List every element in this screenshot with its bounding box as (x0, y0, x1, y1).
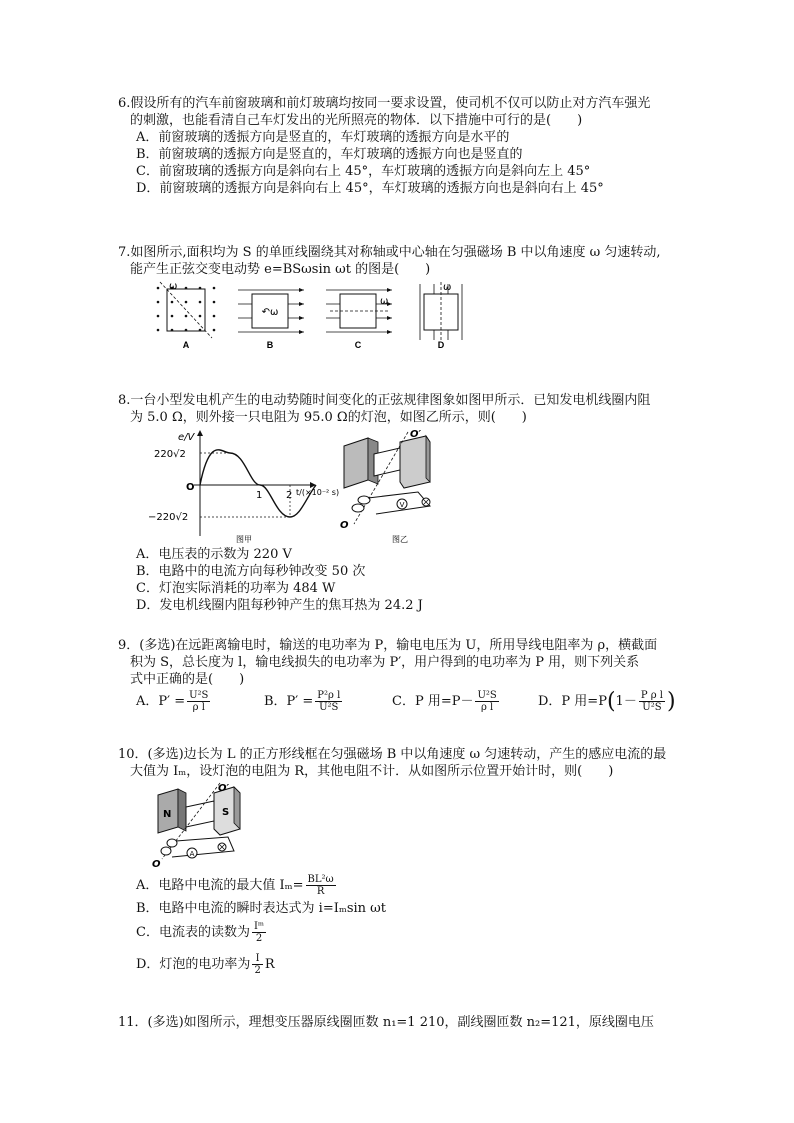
emf-time-graph (148, 428, 340, 546)
question-8 (118, 392, 708, 426)
question-8-options (118, 546, 708, 614)
question-6-option-c: C．前窗玻璃的透振方向是斜向右上 45°，车灯玻璃的透振方向是斜向左上 45° (136, 164, 591, 179)
question-10-option-a: A．电路中电流的最大值 Iₘ= $\frac{\text{BL²ω}}{R}$ (136, 874, 334, 897)
question-9-option-a: A．P′ = $\frac{\text{U²S}}{\text{ρ l}}$ (136, 690, 209, 713)
magnet-s-label: S (222, 807, 230, 818)
question-7-stem-line1: 7.如图所示,面积均为 S 的单匝线圈绕其对称轴或中心轴在匀强磁场 B 中以角速度 ω 匀速转动, (118, 245, 661, 260)
figure-7a-label: A (182, 340, 190, 350)
graph-y-min: −220√2 (148, 512, 189, 523)
question-9 (118, 637, 708, 713)
graph-x-label: t/(×10⁻² s) (296, 488, 340, 497)
omega-label-a: ω (169, 281, 178, 292)
question-10-option-d: D．灯泡的电功率为 $\frac{I}{2}$ R (136, 953, 275, 976)
question-10 (118, 746, 708, 780)
figure-7b-label: B (266, 340, 274, 350)
question-9-options (118, 690, 708, 713)
graph-y-max: 220√2 (154, 449, 186, 460)
rotating-frame-figure (148, 781, 248, 869)
omega-label-d: ω (443, 282, 452, 293)
question-9-stem-line2: 积为 S，总长度为 l，输电线损失的电功率为 P′，用户得到的电功率为 P 用，则下列关系 (130, 655, 640, 670)
axis-o: O (340, 520, 349, 531)
question-6-option-b: B．前窗玻璃的透振方向是竖直的，车灯玻璃的透振方向也是竖直的 (136, 147, 523, 162)
question-9-stem-line1: 9．(多选)在远距离输电时，输送的电功率为 P，输电电压为 U，所用导线电阻率为 ρ，横截面 (118, 638, 658, 653)
question-10-stem-line2: 大值为 Iₘ，设灯泡的电阻为 R，其他电阻不计．从如图所示位置开始计时，则( ) (130, 764, 614, 779)
figure-7b (238, 288, 304, 350)
question-8-option-a: A．电压表的示数为 220 V (136, 547, 292, 562)
question-10-option-c: C．电流表的读数为 $\frac{\text{Iᵐ}}{2}$ (136, 921, 265, 944)
question-9-option-c: C．P 用=P－ $\frac{\text{U²S}}{\text{ρ l}}$ (392, 690, 497, 713)
voltmeter-label: V (399, 501, 405, 509)
figure-7c-label: C (354, 340, 362, 350)
question-6 (118, 95, 708, 197)
question-6-stem-line1: 6.假设所有的汽车前窗玻璃和前灯玻璃均按同一要求设置，使司机不仅可以防止对方汽车强光 (118, 96, 651, 111)
question-8-stem-line2: 为 5.0 Ω，则外接一只电阻为 95.0 Ω的灯泡，如图乙所示，则( ) (130, 410, 527, 425)
graph-y-label: e/V (178, 432, 195, 443)
question-6-option-a: A．前窗玻璃的透振方向是竖直的，车灯玻璃的透振方向是水平的 (136, 130, 510, 145)
question-11-stem-line1: 11．(多选)如图所示，理想变压器原线圈匝数 n₁=1 210，副线圈匝数 n₂=121，原线圈电压 (118, 1015, 654, 1030)
frame-axis-o: O (152, 859, 161, 870)
question-10-stem-line1: 10．(多选)边长为 L 的正方形线框在匀强磁场 B 中以角速度 ω 匀速转动，产生的感应电流的最 (118, 747, 667, 762)
omega-label-b: ↶ω (261, 307, 279, 318)
question-8-option-b: B．电路中的电流方向每秒钟改变 50 次 (136, 564, 366, 579)
question-9-stem-line3: 式中正确的是( ) (130, 672, 245, 687)
omega-label-c: ω (380, 296, 389, 307)
question-7 (118, 244, 708, 278)
sine-curve (200, 450, 316, 517)
figure-7a (157, 281, 216, 350)
question-9-option-b: B．P′ = $\frac{\text{P²ρ l}}{\text{U²S}}$ (264, 690, 341, 713)
question-7-figures (150, 280, 470, 352)
graph-tick-1: 1 (256, 490, 263, 501)
question-11 (118, 1014, 708, 1031)
question-10-option-b: B．电路中电流的瞬时表达式为 i=Iₘsin ωt (136, 901, 387, 916)
figure-7d (420, 282, 462, 350)
graph-tick-2: 2 (286, 490, 293, 501)
figure-7d-label: D (437, 340, 445, 350)
graph-caption: 图甲 (236, 535, 252, 544)
ammeter-label: A (189, 850, 195, 858)
generator-caption: 图乙 (392, 535, 408, 544)
question-8-stem-line1: 8.一台小型发电机产生的电动势随时间变化的正弦规律图象如图甲所示．已知发电机线圈内阻 (118, 393, 651, 408)
axis-o-prime: O′ (410, 429, 422, 440)
question-8-option-d: D．发电机线圈内阻每秒钟产生的焦耳热为 24.2 J (136, 598, 423, 613)
question-6-option-d: D．前窗玻璃的透振方向是斜向右上 45°，车灯玻璃的透振方向也是斜向右上 45° (136, 181, 604, 196)
question-7-stem-line2: 能产生正弦交变电动势 e=BSωsin ωt 的图是( ) (130, 262, 431, 277)
question-6-stem-line2: 的刺激，也能看清自己车灯发出的光所照亮的物体．以下措施中可行的是( ) (130, 113, 583, 128)
question-9-option-d: D．P 用=P(1－ $\frac{\text{P ρ l}}{\text{U²S}}$ ) (538, 689, 676, 714)
question-8-option-c: C．灯泡实际消耗的功率为 484 W (136, 581, 336, 596)
figure-7c (326, 288, 392, 350)
graph-origin: O (186, 482, 195, 493)
frame-axis-o-prime: O′ (218, 783, 230, 794)
magnet-n-label: N (163, 809, 172, 820)
question-10-options (118, 874, 708, 981)
generator-figure (330, 428, 440, 546)
